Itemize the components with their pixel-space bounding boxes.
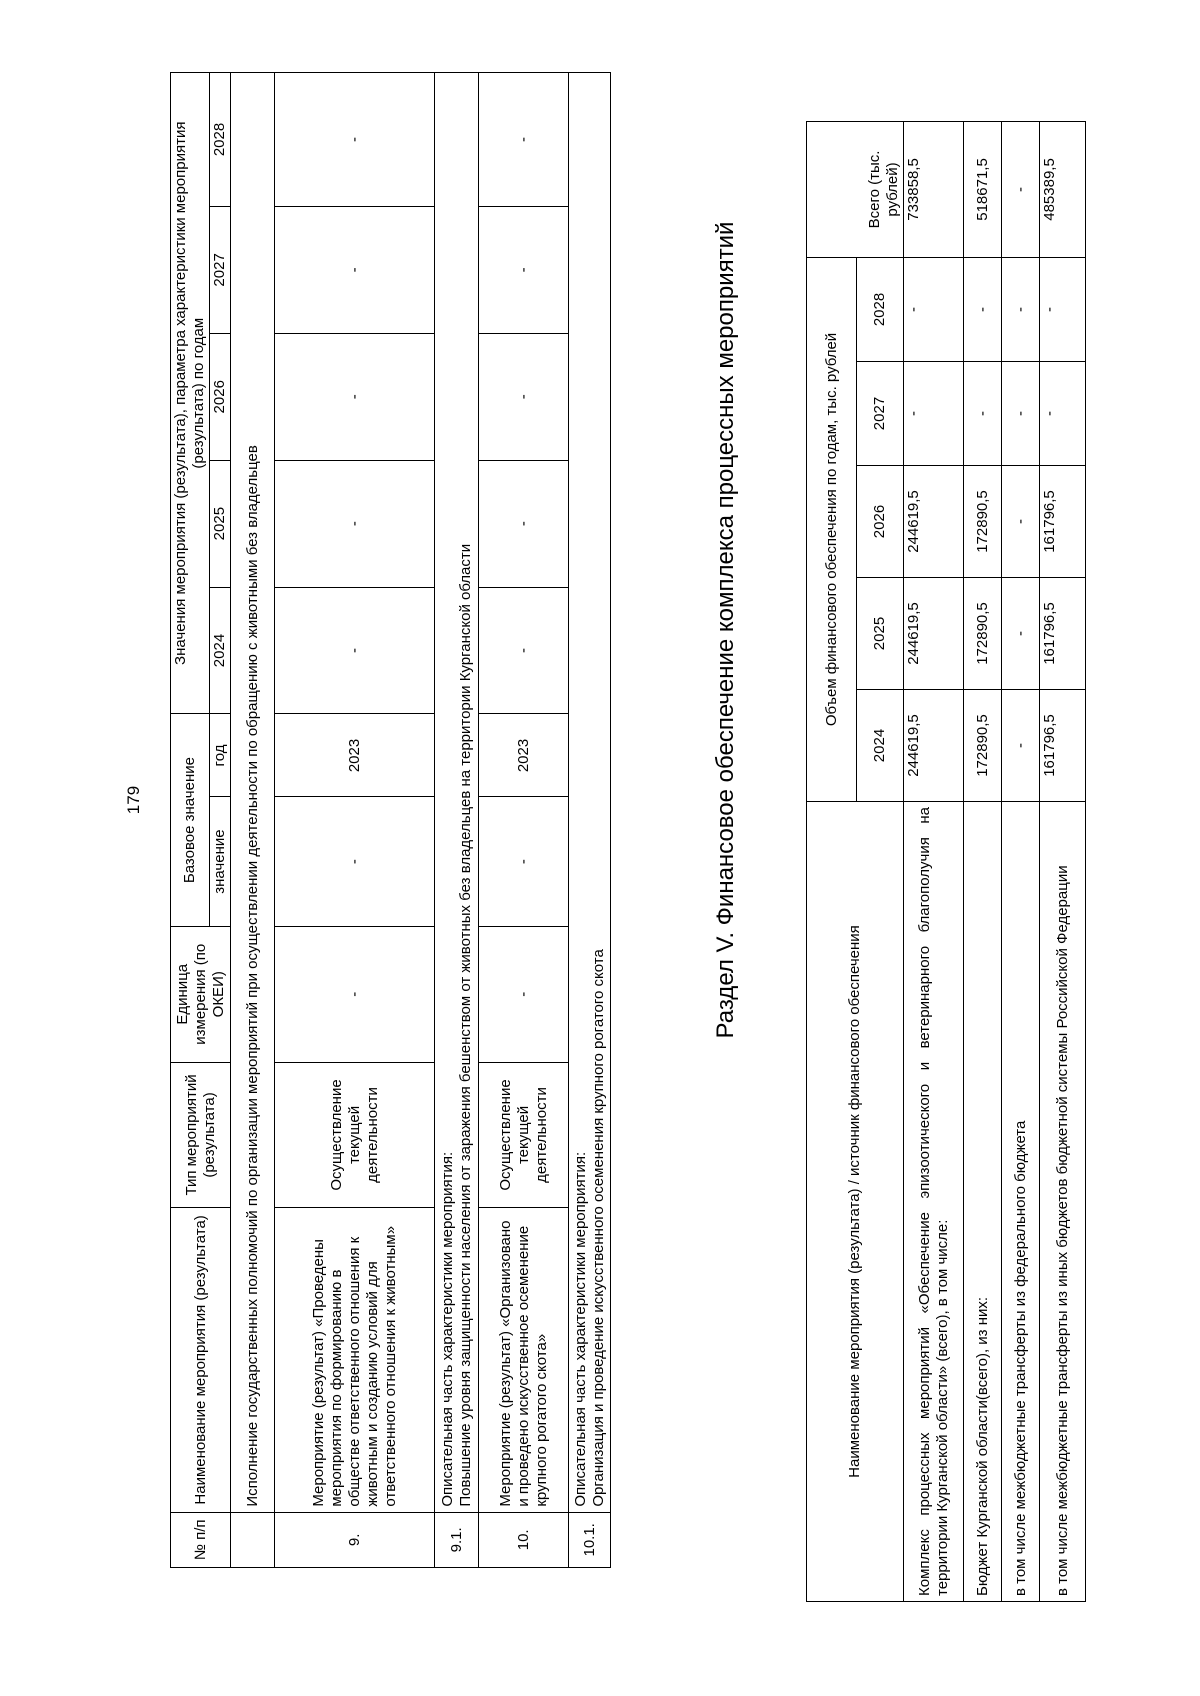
row9-1-line2: Повышение уровня защищенности населения от заражения бешенством от животных без владельцев на территории Курганской области bbox=[456, 543, 474, 1507]
table-row bbox=[1040, 121, 1086, 1601]
row10-value-2025: - bbox=[479, 460, 569, 587]
row9-value-2025: - bbox=[275, 460, 435, 587]
fin-row-1-name: Бюджет Курганской области(всего), из них: bbox=[964, 802, 1002, 1602]
row9-unit: - bbox=[275, 926, 435, 1062]
row9-1-line1: Описательная часть характеристики мероприятия: bbox=[438, 1151, 456, 1507]
header-name: Наименование мероприятия (результата) bbox=[171, 1208, 231, 1513]
fin-row-2-value-2027: - bbox=[1002, 362, 1040, 466]
header-year-2027: 2027 bbox=[210, 206, 231, 333]
fin-header-year-2026: 2026 bbox=[857, 466, 904, 578]
indicators-table bbox=[170, 72, 611, 1568]
row10-base-year: 2023 bbox=[479, 714, 569, 797]
row9-value-2027: - bbox=[275, 206, 435, 333]
fin-row-2-name: в том числе межбюджетные трансферты из федерального бюджета bbox=[1002, 802, 1040, 1602]
fin-row-3-name: в том числе межбюджетные трансферты из иных бюджетов бюджетной системы Российской Федерации bbox=[1040, 802, 1086, 1602]
page-number: 179 bbox=[124, 785, 144, 815]
fin-header-name: Наименование мероприятия (результата) / источник финансового обеспечения bbox=[807, 802, 904, 1602]
table-row bbox=[964, 121, 1002, 1601]
fin-header-year-2028: 2028 bbox=[857, 257, 904, 361]
fin-header-total: Всего (тыс. рублей) bbox=[807, 121, 904, 257]
section-a-text: Исполнение государственных полномочий по организации мероприятий при осуществлении деятельности по обращению с животными без владельцев bbox=[231, 73, 275, 1513]
row10-1-line1: Описательная часть характеристики мероприятия: bbox=[571, 1151, 589, 1507]
header-year-2026: 2026 bbox=[210, 333, 231, 460]
row10-value-2026: - bbox=[479, 333, 569, 460]
fin-row-1-value-2028: - bbox=[964, 257, 1002, 361]
row9-name: Мероприятие (результат) «Проведены мероприятия по формированию в обществе ответственного отношения к животным и созданию условий для ответственного отношения к животным» bbox=[275, 1208, 435, 1513]
fin-row-0-name: Комплекс процессных мероприятий «Обеспечение эпизоотического и ветеринарного благополучия на территории Курганской области» (всего), в том числе: bbox=[904, 802, 964, 1602]
fin-header-volume: Объем финансового обеспечения по годам, тыс. рублей bbox=[807, 257, 857, 801]
section-title: Раздел V. Финансовое обеспечение комплекса процессных мероприятий bbox=[712, 221, 739, 1039]
header-type: Тип мероприятий (результата) bbox=[171, 1062, 231, 1207]
row9-value-2024: - bbox=[275, 587, 435, 714]
header-year-2025: 2025 bbox=[210, 460, 231, 587]
fin-row-1-total: 518671,5 bbox=[964, 121, 1002, 257]
row9-type: Осуществление текущей деятельности bbox=[275, 1062, 435, 1207]
fin-row-1-value-2024: 172890,5 bbox=[964, 690, 1002, 802]
table-row bbox=[1002, 121, 1040, 1601]
header-year-2024: 2024 bbox=[210, 587, 231, 714]
fin-row-3-value-2028: - bbox=[1040, 257, 1086, 361]
row9-value-2026: - bbox=[275, 333, 435, 460]
header-base-value: значение bbox=[210, 797, 231, 926]
row10-1-num: 10.1. bbox=[569, 1512, 611, 1567]
fin-row-3-value-2027: - bbox=[1040, 362, 1086, 466]
fin-row-2-value-2026: - bbox=[1002, 466, 1040, 578]
row10-type: Осуществление текущей деятельности bbox=[479, 1062, 569, 1207]
header-year-2028: 2028 bbox=[210, 73, 231, 207]
fin-header-year-2024: 2024 bbox=[857, 690, 904, 802]
fin-row-1-value-2026: 172890,5 bbox=[964, 466, 1002, 578]
header-base-year: год bbox=[210, 714, 231, 797]
header-unit: Единица измерения (по ОКЕИ) bbox=[171, 926, 231, 1062]
fin-row-1-value-2027: - bbox=[964, 362, 1002, 466]
fin-row-1-value-2025: 172890,5 bbox=[964, 578, 1002, 690]
fin-header-year-2027: 2027 bbox=[857, 362, 904, 466]
table-row bbox=[904, 121, 964, 1601]
row10-1-text bbox=[569, 73, 611, 1513]
row10-1-line2: Организация и проведение искусственного осеменения крупного рогатого скота bbox=[589, 949, 607, 1507]
fin-row-3-value-2024: 161796,5 bbox=[1040, 690, 1086, 802]
row10-name: Мероприятие (результат) «Организовано и проведено искусственное осеменение крупного рогатого скота» bbox=[479, 1208, 569, 1513]
header-values: Значения мероприятия (результата), параметра характеристики мероприятия (результата) по годам bbox=[171, 73, 210, 714]
fin-row-0-value-2024: 244619,5 bbox=[904, 690, 964, 802]
fin-row-0-value-2028: - bbox=[904, 257, 964, 361]
fin-row-2-value-2024: - bbox=[1002, 690, 1040, 802]
fin-row-3-total: 485389,5 bbox=[1040, 121, 1086, 257]
row9-num: 9. bbox=[275, 1512, 435, 1567]
row10-value-2027: - bbox=[479, 206, 569, 333]
fin-row-2-total: - bbox=[1002, 121, 1040, 257]
fin-row-0-value-2025: 244619,5 bbox=[904, 578, 964, 690]
header-base: Базовое значение bbox=[171, 714, 210, 926]
fin-row-0-value-2026: 244619,5 bbox=[904, 466, 964, 578]
finance-table bbox=[806, 121, 1086, 1602]
row9-base-year: 2023 bbox=[275, 714, 435, 797]
row9-1-num: 9.1. bbox=[435, 1512, 479, 1567]
row10-num: 10. bbox=[479, 1512, 569, 1567]
fin-row-3-value-2025: 161796,5 bbox=[1040, 578, 1086, 690]
row10-value-2028: - bbox=[479, 73, 569, 207]
fin-row-3-value-2026: 161796,5 bbox=[1040, 466, 1086, 578]
row10-value-2024: - bbox=[479, 587, 569, 714]
header-num: № п/п bbox=[171, 1512, 231, 1567]
fin-row-0-total: 733858,5 bbox=[904, 121, 964, 257]
section-a-num bbox=[231, 1512, 275, 1567]
fin-row-0-value-2027: - bbox=[904, 362, 964, 466]
fin-row-2-value-2025: - bbox=[1002, 578, 1040, 690]
row10-unit: - bbox=[479, 926, 569, 1062]
row10-base-value: - bbox=[479, 797, 569, 926]
row9-base-value: - bbox=[275, 797, 435, 926]
row9-1-text bbox=[435, 73, 479, 1513]
row9-value-2028: - bbox=[275, 73, 435, 207]
fin-row-2-value-2028: - bbox=[1002, 257, 1040, 361]
finance-table-wrapper bbox=[806, 122, 1086, 1602]
fin-header-year-2025: 2025 bbox=[857, 578, 904, 690]
indicators-table-wrapper bbox=[170, 72, 611, 1568]
